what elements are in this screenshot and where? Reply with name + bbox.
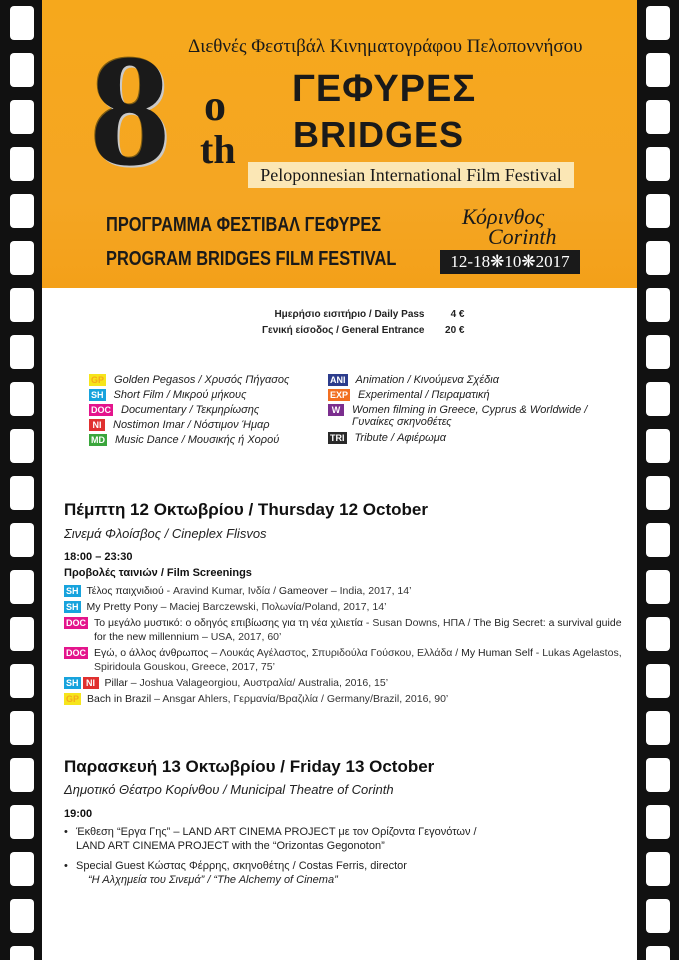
day2-title: Παρασκευή 13 Οκτωβρίου / Friday 13 October [64,757,435,776]
film-item [64,616,624,644]
film-item [64,676,624,690]
badge-md: MD [91,435,105,445]
badge-sh: SH [66,586,79,596]
event-text [76,825,477,853]
badge-ni: NI [83,677,99,689]
film-sprocket-hole [10,617,34,651]
film-text [90,616,624,644]
film-sprocket-hole [646,617,670,651]
day1-venue: Σινεμά Φλοίσβος / Cineplex Flisvos [64,526,267,541]
film-sprocket-hole [10,523,34,557]
legend-label: Music Dance / Μουσικής ή Χορού [115,434,280,446]
film-sprocket-hole [646,570,670,604]
legend-label: Short Film / Μικρού μήκους [113,389,247,401]
event-subtitle: “Η Αλχημεία του Σινεμά” / “The Alchemy of Cinema” [88,874,338,886]
film-sprocket-hole [646,335,670,369]
film-sprocket-hole [10,100,34,134]
film-sprocket-hole [10,711,34,745]
film-badges [64,693,83,705]
poster-content [42,0,637,960]
legend-label: Documentary / Τεκμηρίωσης [121,404,260,416]
edition-ordinal-th: th [200,127,236,172]
legend-item [89,374,289,389]
film-sprocket-hole [646,147,670,181]
event-item [64,825,624,853]
festival-header [42,0,637,288]
legend-item [89,434,289,449]
badge-doc: DOC [66,648,86,658]
legend-label: Animation / Κινούμενα Σχέδια [355,374,499,386]
legend-label-line2: Γυναίκες σκηνοθέτες [352,416,452,428]
film-sprocket-hole [10,241,34,275]
edition-numeral: 8 [90,21,170,199]
legend-left [89,374,289,449]
badge-gp: GP [91,375,105,385]
badge-exp: EXP [330,390,349,400]
film-details-alt: – USA, 2017, 60’ [199,631,282,643]
film-title-alt: My Human Self [461,647,533,659]
film-text [83,584,412,598]
film-badges [64,585,83,597]
legend-item [328,404,587,432]
badge-sh: SH [91,390,104,400]
film-title-alt: Gameover [278,585,328,597]
film-sprocket-hole [646,852,670,886]
badge-sh: SH [66,678,79,688]
badge-w: W [328,404,344,416]
film-sprocket-hole [10,476,34,510]
badge-tri: TRI [330,433,345,443]
film-item [64,584,624,598]
film-sprocket-hole [10,899,34,933]
film-title: Το μεγάλο μυστικό: ο οδηγός επιβίωσης για τη νέα χιλιετία [94,617,363,629]
film-details: – Maciej Barczewski, Πολωνία/Poland, 2017, 14’ [157,601,387,613]
film-sprocket-hole [10,335,34,369]
legend-label: Golden Pegasos / Χρυσός Πήγασος [114,374,290,386]
legend-item [89,419,289,434]
badge-doc: DOC [91,405,111,415]
legend-label [352,404,587,428]
film-details: – Ansgar Ahlers, Γερμανία/Βραζιλία / Germany/Brazil, 2016, 90’ [151,693,449,705]
film-text [83,600,387,614]
legend-item [328,432,587,447]
film-details: - Aravind Kumar, Ινδία / [163,585,279,597]
film-title: Bach in Brazil [87,693,152,705]
ticket-prices [215,306,465,338]
day2-venue: Δημοτικό Θέατρο Κορίνθου / Municipal Theatre of Corinth [64,782,394,797]
film-sprocket-hole [646,711,670,745]
legend-label: Experimental / Πειραματική [358,389,490,401]
day1-section: Προβολές ταινιών / Film Screenings [64,567,252,579]
legend-item [89,389,289,404]
ticket-row [215,306,465,322]
badge-gp: GP [66,694,80,704]
film-sprocket-hole [10,53,34,87]
film-details-alt: – India, 2017, 14’ [327,585,412,597]
festival-name-greek: ΓΕΦΥΡΕΣ [292,68,477,110]
legend-item [89,404,289,419]
film-text [90,646,624,674]
film-details: – Joshua Valageorgiou, Αυστραλία/ Australia, 2016, 15’ [127,677,389,689]
film-sprocket-hole [646,100,670,134]
film-sprocket-hole [10,382,34,416]
festival-name-english: BRIDGES [293,114,465,155]
festival-dates: 12-18❋10❋2017 [440,250,580,274]
ticket-row [215,322,465,338]
edition-ordinal-o: o [204,81,226,130]
day1-title: Πέμπτη 12 Οκτωβρίου / Thursday 12 October [64,500,428,519]
film-sprocket-hole [10,570,34,604]
event-line1: Special Guest Κώστας Φέρρης, σκηνοθέτης / Costas Ferris, director [76,860,407,872]
film-title-alt: The Big Secret: a survival guide for the new millennium [94,617,622,643]
legend-label: Nostimon Imar / Νόστιμον Ήμαρ [113,419,270,431]
film-item [64,692,624,706]
film-sprocket-hole [10,852,34,886]
film-sprocket-hole [10,758,34,792]
event-line1: Έκθεση “Εργα Γης” – LAND ART CINEMA PROJECT με τον Ορίζοντα Γεγονότων / [76,826,477,838]
film-item [64,600,624,614]
festival-subtitle: Peloponnesian International Film Festival [248,162,574,188]
program-title-english: PROGRAM BRIDGES FILM FESTIVAL [106,248,397,270]
film-sprocket-hole [10,147,34,181]
film-sprocket-hole [10,805,34,839]
bullet: • [64,860,68,872]
film-title: Εγώ, ο άλλος άνθρωπος [94,647,209,659]
film-sprocket-hole [646,194,670,228]
day1-film-list [64,584,624,708]
film-badges [64,601,83,613]
film-sprocket-hole [646,523,670,557]
film-badges [64,617,90,629]
film-sprocket-hole [646,664,670,698]
festival-greek-title: Διεθνές Φεστιβάλ Κινηματογράφου Πελοποννήσου [188,36,583,57]
film-sprocket-hole [646,758,670,792]
film-sprocket-hole [646,382,670,416]
event-text [76,859,407,887]
film-sprocket-hole [10,429,34,463]
day1-time: 18:00 – 23:30 [64,551,133,563]
film-strip-left [0,0,42,960]
film-sprocket-hole [646,53,670,87]
day2-time: 19:00 [64,808,93,820]
film-sprocket-hole [10,194,34,228]
legend-label: Tribute / Αφιέρωμα [354,432,447,444]
film-sprocket-hole [646,6,670,40]
badge-sh: SH [66,602,79,612]
legend-item [328,389,587,404]
film-sprocket-hole [646,429,670,463]
film-sprocket-hole [10,6,34,40]
film-badges [64,677,101,689]
ticket-label: Ημερήσιο εισιτήριο / Daily Pass [274,308,425,320]
legend-label-line1: Women filming in Greece, Cyprus & Worldwide / [352,404,588,416]
film-text [83,692,448,706]
film-title: Τέλος παιχνιδιού [86,585,164,597]
film-sprocket-hole [646,946,670,960]
film-details: - Susan Downs, ΗΠΑ / [363,617,474,629]
program-title-greek: ΠΡΟΓΡΑΜΜΑ ΦΕΣΤΙΒΑΛ ΓΕΦΥΡΕΣ [106,214,382,236]
badge-ani: ANI [330,375,346,385]
film-sprocket-hole [10,288,34,322]
film-sprocket-hole [646,899,670,933]
day2-events [64,825,624,893]
film-sprocket-hole [10,664,34,698]
film-sprocket-hole [646,805,670,839]
film-text [101,676,389,690]
ticket-price: 4 € [450,308,465,320]
film-title: My Pretty Pony [86,601,158,613]
film-details: – Λουκάς Αγέλαστος, Σπυριδούλα Γούσκου, Ελλάδα / [208,647,462,659]
film-sprocket-hole [646,288,670,322]
badge-ni: NI [89,419,105,431]
film-sprocket-hole [10,946,34,960]
legend-right [328,374,587,447]
event-item [64,859,624,887]
film-sprocket-hole [646,241,670,275]
ticket-label: Γενική είσοδος / General Entrance [261,324,425,336]
film-badges [64,647,90,659]
film-sprocket-hole [646,476,670,510]
bullet: • [64,826,68,838]
legend-item [328,374,587,389]
event-line2: LAND ART CINEMA PROJECT with the “Orizontas Gegonoton” [76,840,385,852]
film-title: Pillar [104,677,128,689]
city-english: Corinth [488,224,557,249]
city-greek: Κόρινθος [462,204,545,229]
film-item [64,646,624,674]
badge-doc: DOC [66,618,86,628]
film-strip-right [637,0,679,960]
ticket-price: 20 € [445,324,465,336]
film-details-alt: - Lukas Agelastos, Spiridoula Gouskou, Greece, 2017, 75’ [94,647,622,673]
